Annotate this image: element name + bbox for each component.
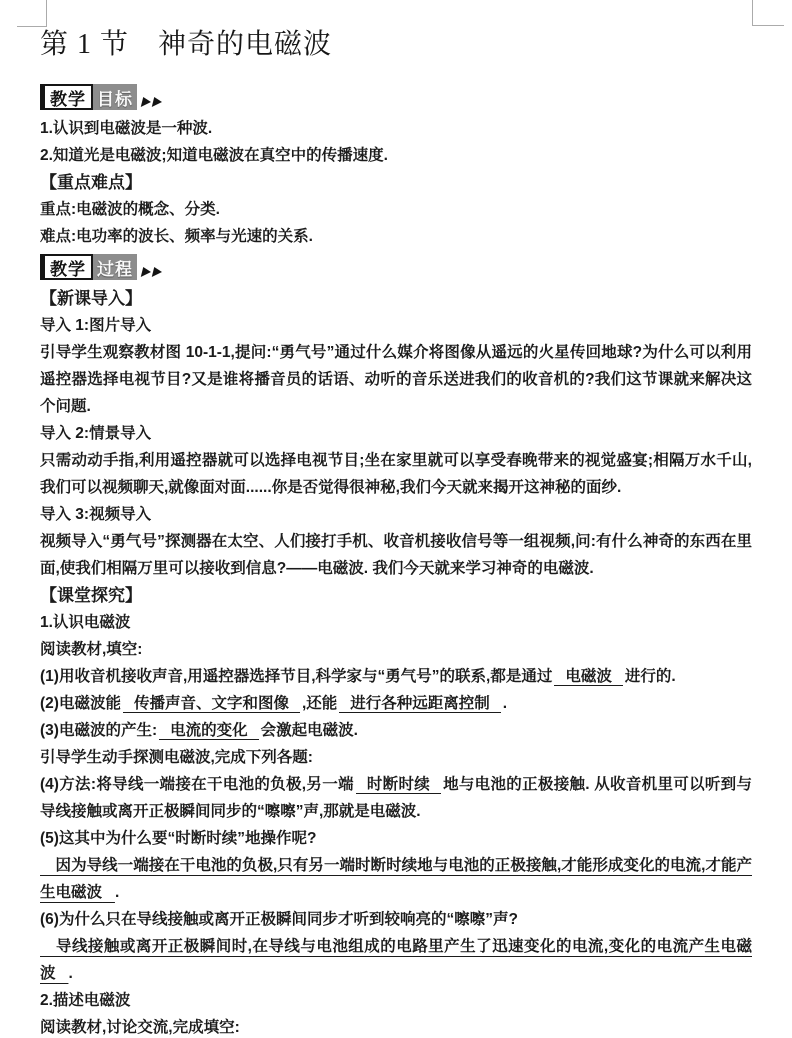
answer-period: .: [114, 884, 120, 901]
doc-line: 阅读教材,讨论交流,完成填空:: [40, 1019, 240, 1036]
doc-line: 阅读教材,填空:: [40, 641, 143, 658]
text-segment: (1)用收音机接收声音,用遥控器选择节目,科学家与“勇气号”的联系,都是通过: [40, 668, 553, 685]
section-heading: 【重点难点】: [40, 173, 142, 192]
section-badge: [40, 84, 752, 110]
fill-blank: 传播声音、文字和图像: [123, 695, 300, 713]
badge-suffix: 目标: [93, 84, 137, 110]
forward-arrows-icon: [142, 254, 162, 280]
answer-text: 导线接触或离开正极瞬间时,在导线与电池组成的电路里产生了迅速变化的电流,变化的电流产生电磁波: [40, 938, 752, 982]
doc-line: 导入 3:视频导入: [40, 506, 152, 523]
document-body: [40, 84, 752, 1038]
answer-line: [40, 852, 752, 906]
doc-paragraph: 引导学生观察教材图 10-1-1,提问:“勇气号”通过什么媒介将图像从遥远的火星传回地球?为什么可以利用遥控器选择电视节目?又是谁将播音员的话语、动听的音乐送进我们的收音机的?我们这节课就来解决这个问题.: [40, 344, 752, 415]
doc-line: 引导学生动手探测电磁波,完成下列各题:: [40, 749, 313, 766]
fill-blank: 电流的变化: [159, 722, 259, 740]
text-segment: (3)电磁波的产生:: [40, 722, 158, 739]
document-content: [40, 20, 752, 1038]
doc-line: 难点:电功率的波长、频率与光速的关系.: [40, 228, 313, 245]
answer-underline-gap: [56, 965, 69, 982]
doc-line: 导入 2:情景导入: [40, 425, 152, 442]
doc-line: 1.认识电磁波: [40, 614, 131, 631]
section-badge: [40, 254, 752, 280]
doc-line: 1.认识到电磁波是一种波.: [40, 120, 213, 137]
text-segment: .: [502, 695, 508, 712]
section-heading: 【课堂探究】: [40, 586, 142, 605]
doc-line: 2.描述电磁波: [40, 992, 131, 1009]
answer-underline-gap: [102, 884, 115, 901]
fill-in-line: [40, 663, 752, 690]
text-segment: 会激起电磁波.: [260, 722, 358, 739]
fill-in-line: [40, 690, 752, 717]
badge-suffix: 过程: [93, 254, 137, 280]
arrow-icon: [141, 97, 152, 107]
doc-paragraph: 只需动动手指,利用遥控器就可以选择电视节目;坐在家里就可以享受春晚带来的视觉盛宴;相隔万水千山,我们可以视频聊天,就像面对面......你是否觉得很神秘,我们今天就来揭开这神秘的面纱.: [40, 452, 752, 496]
doc-line: 导入 1:图片导入: [40, 317, 152, 334]
answer-line: [40, 933, 752, 987]
fill-in-line: [40, 771, 752, 825]
fill-blank: 时断时续: [356, 776, 441, 794]
text-segment: 地与电池的正极接触. 从收音机里可以听到与导线接触或离开正极瞬间同步的“嚓嚓”声,那就是电磁波.: [40, 776, 752, 820]
forward-arrows-icon: [142, 84, 162, 110]
arrow-icon: [141, 267, 152, 277]
arrow-icon: [152, 97, 163, 107]
doc-line: 重点:电磁波的概念、分类.: [40, 201, 220, 218]
text-segment: 进行的.: [624, 668, 676, 685]
fill-blank: 电磁波: [554, 668, 623, 686]
badge-prefix: 教学: [40, 254, 93, 280]
arrow-icon: [152, 267, 163, 277]
text-segment: ,还能: [301, 695, 338, 712]
doc-line: (5)这其中为什么要“时断时续”地操作呢?: [40, 830, 317, 847]
fill-in-line: [40, 717, 752, 744]
doc-line: 2.知道光是电磁波;知道电磁波在真空中的传播速度.: [40, 147, 388, 164]
doc-paragraph: 视频导入“勇气号”探测器在太空、人们接打手机、收音机接收信号等一组视频,问:有什么神奇的东西在里面,使我们相隔万里可以接收到信息?——电磁波. 我们今天就来学习神奇的电磁波.: [40, 533, 752, 577]
doc-line: (6)为什么只在导线接触或离开正极瞬间同步才听到较响亮的“嚓嚓”声?: [40, 911, 518, 928]
text-segment: (4)方法:将导线一端接在干电池的负极,另一端: [40, 776, 354, 793]
page-margin-mark-right: [752, 0, 784, 26]
badge-prefix: 教学: [40, 84, 93, 110]
text-segment: (2)电磁波能: [40, 695, 121, 712]
fill-blank: 进行各种远距离控制: [339, 695, 501, 713]
answer-text: 因为导线一端接在干电池的负极,只有另一端时断时续地与电池的正极接触,才能形成变化的电流,才能产生电磁波: [40, 857, 752, 901]
answer-period: .: [68, 965, 73, 982]
section-heading: 【新课导入】: [40, 289, 142, 308]
page-title: 第 1 节 神奇的电磁波: [40, 29, 333, 60]
